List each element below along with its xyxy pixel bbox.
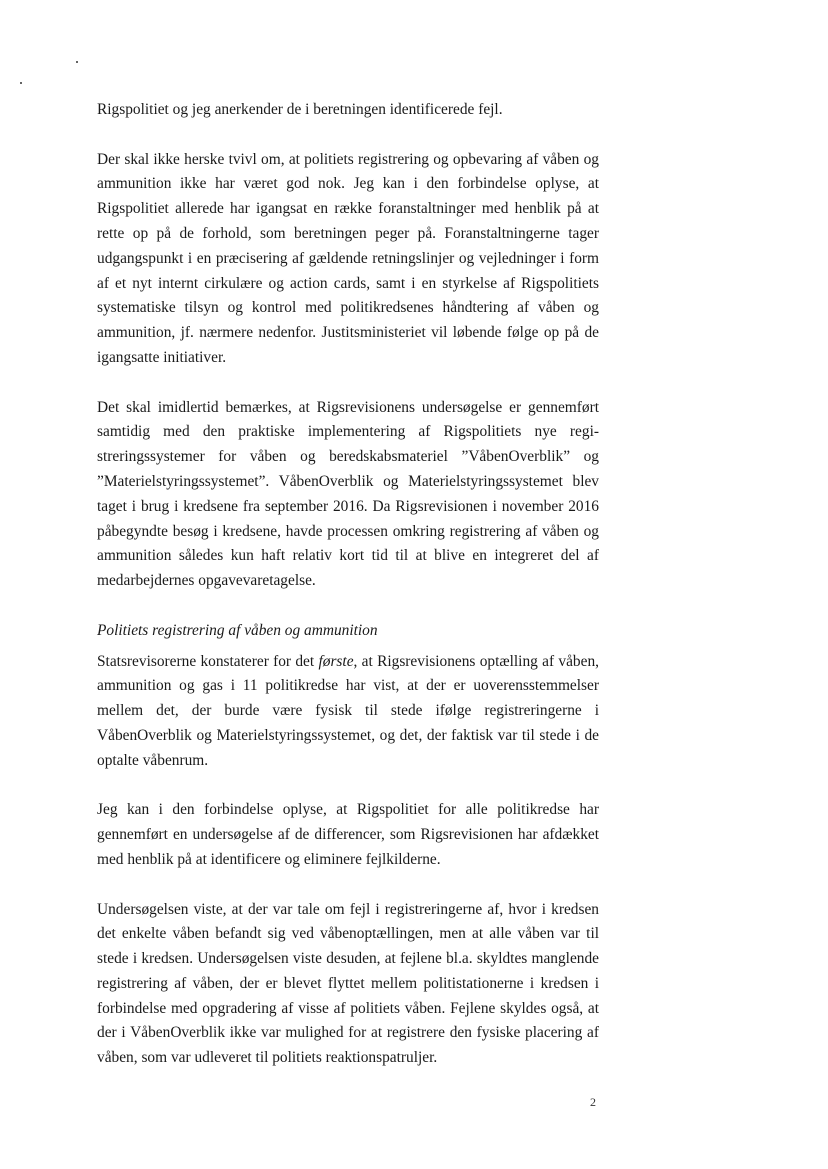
paragraph-auditors-first-rest: , at Rigsrevisionens optælling af våben, ammunition og gas i 11 politikredse har vist, at der er uoverensstemmelser mellem det, der burde være fysisk til stede ifølge registreringerne i VåbenOverblik og Materielstyringssystemet, og det, der faktisk var til stede i de optalte våbenrum.: [97, 652, 599, 769]
paragraph-investigation: Jeg kan i den forbindelse oplyse, at Rigspolitiet for alle politikredse har gennemført en undersøgelse af de differencer, som Rigsrevisionen har afdækket med henblik på at identificere og eliminere fejlkilderne.: [97, 801, 599, 868]
paragraph-measures: Der skal ikke herske tvivl om, at politiets registrering og opbevaring af våben og ammunition ikke har været god nok. Jeg kan i den forbindelse oplyse, at Rigspolitiet allerede har igangsat en række foranstaltninger med henblik på at rette op på de forhold, som beretningen peger på. Foranstaltningerne tager udgangspunkt i en præcisering af gældende retningslinjer og vejledninger i form af et nyt internt cirkulære og action cards, samt i en styrkelse af Rigspolitiets systematiske tilsyn og kontrol med politikredsenes håndtering af våben og ammunition, jf. nærmere nedenfor. Justitsministeriet vil løbende følge op på de igangsatte initiativer.: [97, 150, 599, 366]
page-number: 2: [590, 1095, 596, 1109]
scan-speck: [20, 82, 22, 84]
scan-speck: [76, 61, 78, 63]
paragraph-implementation: Det skal imidlertid bemærkes, at Rigsrevisionens undersøgelse er gennemført samtidig med den praktiske implementering af Rigspolitiets nye registreringssystemer for våben og beredskabsmateriel ”VåbenOverblik” og ”Materielstyringssystemet”. VåbenOverblik og Materielstyringssystemet blev taget i brug i kredsene fra september 2016. Da Rigsrevisionen i november 2016 påbegyndte besøg i kredsene, havde processen omkring registrering af våben og ammunition således kun haft relativ kort tid til at blive en integreret del af medarbejdernes opgavevaretagelse.: [97, 398, 599, 590]
paragraph-auditors-first-lead: Statsrevisorerne konstaterer for det: [97, 652, 319, 670]
section-heading: Politiets registrering af våben og ammunition: [97, 621, 378, 639]
page-body: [97, 98, 599, 1096]
paragraph-findings: Undersøgelsen viste, at der var tale om fejl i registreringerne af, hvor i kredsen det enkelte våben befandt sig ved våbenoptællingen, men at alle våben var til stede i kredsen. Undersøgelsen viste desuden, at fejlene bl.a. skyldtes manglende registrering af våben, der er blevet flyttet mellem politistationerne i kredsen i forbindelse med opgradering af visse af politiets våben. Fejlene skyldes også, at der i VåbenOverblik ikke var mulighed for at registrere den fysiske placering af våben, som var udleveret til politiets reaktionspatruljer.: [97, 900, 599, 1067]
emphasis-word: første: [318, 652, 354, 670]
paragraph-auditors-first: [97, 650, 599, 774]
paragraph-acknowledgement: Rigspolitiet og jeg anerkender de i beretningen identificerede fejl.: [97, 101, 503, 118]
